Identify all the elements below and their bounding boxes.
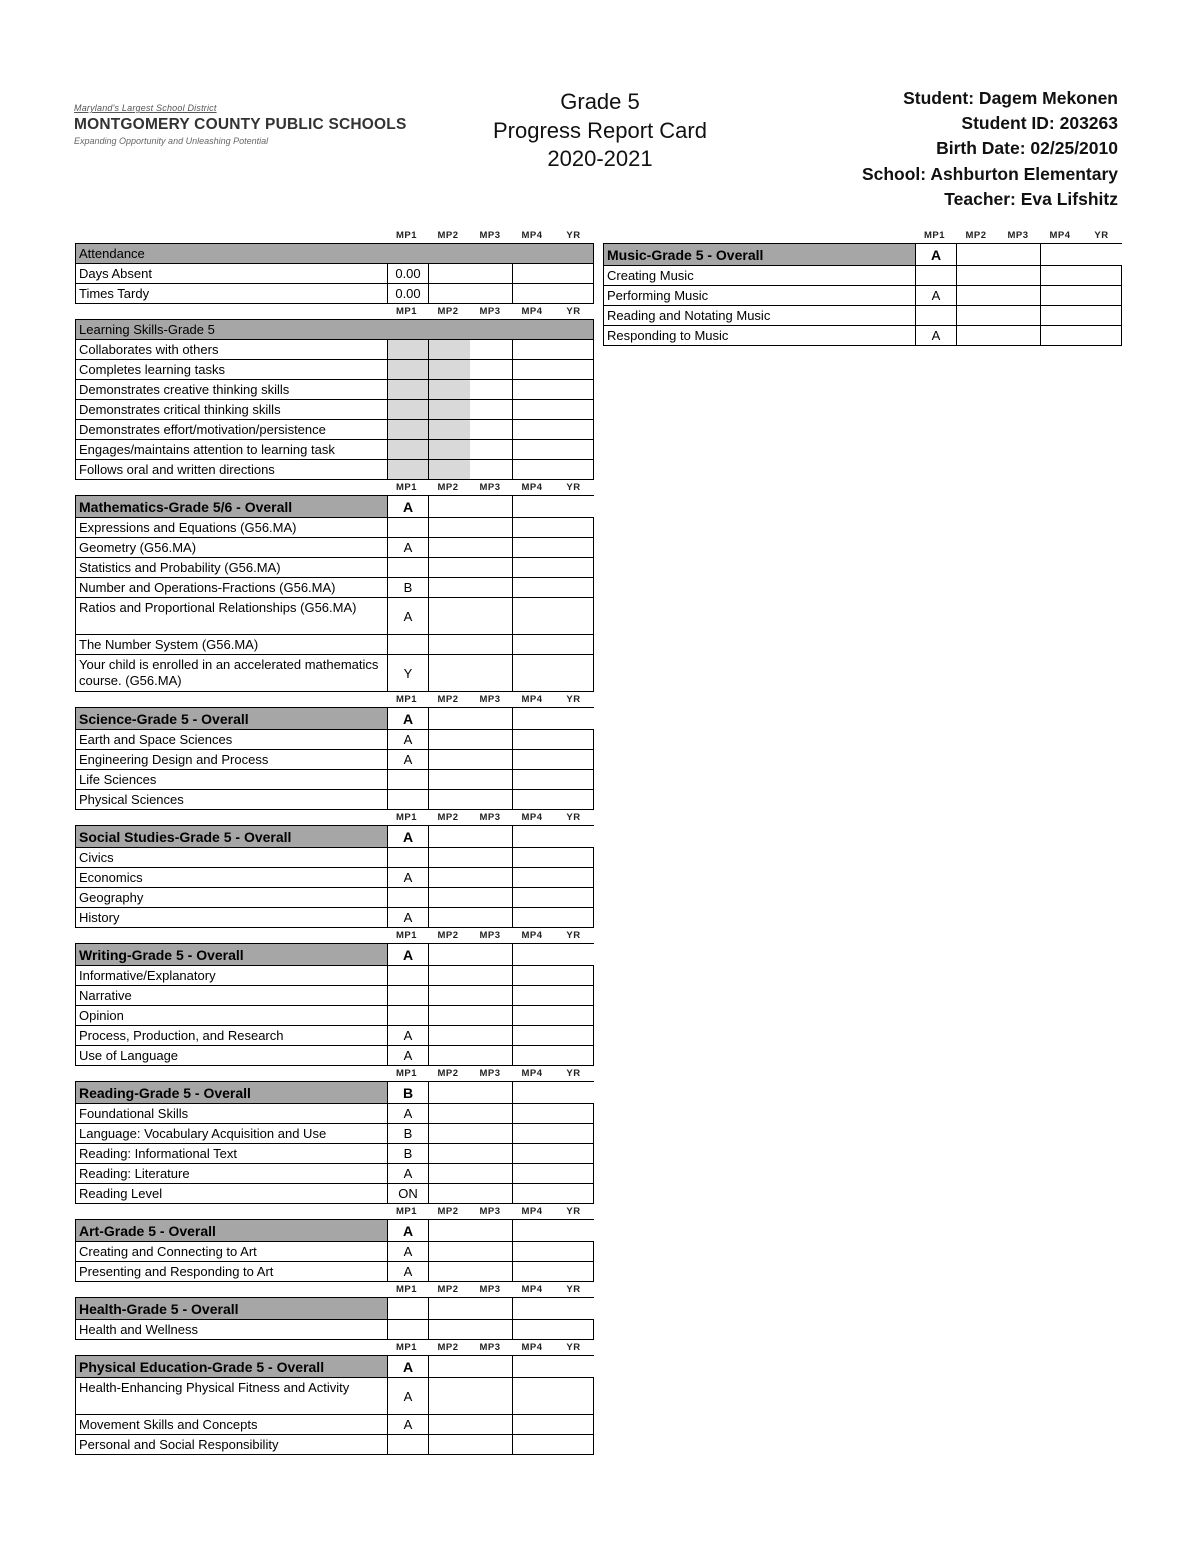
mp-header: MP1 MP2 MP3 MP4 YR bbox=[395, 482, 581, 493]
school-name: School: Ashburton Elementary bbox=[861, 163, 1118, 184]
art-table bbox=[75, 1219, 594, 1282]
teacher-name: Teacher: Eva Lifshitz bbox=[944, 188, 1118, 209]
district-tagline: Maryland's Largest School District bbox=[74, 103, 217, 113]
table-row: Earth and Space Sciences A bbox=[76, 729, 593, 749]
table-row: Follows oral and written directions bbox=[76, 459, 593, 479]
table-row: Responding to Music A bbox=[604, 325, 1121, 345]
table-row: Engineering Design and Process A bbox=[76, 749, 593, 769]
title-year: 2020-2021 bbox=[547, 146, 653, 171]
student-name: Student: Dagem Mekonen bbox=[903, 88, 1118, 108]
overall-grade: A bbox=[387, 1356, 428, 1377]
table-row: Presenting and Responding to Art A bbox=[76, 1261, 593, 1281]
table-row: Reading: Literature A bbox=[76, 1163, 593, 1183]
section-title: Science-Grade 5 - Overall bbox=[79, 710, 249, 727]
district-name: MONTGOMERY COUNTY PUBLIC SCHOOLS bbox=[74, 116, 407, 133]
table-row: Health and Wellness bbox=[76, 1319, 593, 1339]
table-row: Creating and Connecting to Art A bbox=[76, 1241, 593, 1261]
table-row: Foundational Skills A bbox=[76, 1103, 593, 1123]
mp1-value: 0.00 bbox=[387, 264, 428, 283]
district-logo bbox=[74, 103, 407, 146]
overall-grade: A bbox=[387, 708, 428, 729]
section-title: Learning Skills-Grade 5 bbox=[79, 322, 215, 337]
section-title: Health-Grade 5 - Overall bbox=[79, 1300, 239, 1317]
table-row: Personal and Social Responsibility bbox=[76, 1434, 593, 1454]
mp-header: MP1 MP2 MP3 MP4 YR bbox=[395, 694, 581, 705]
mp1-label: MP1 bbox=[395, 230, 418, 241]
district-motto: Expanding Opportunity and Unleashing Potential bbox=[74, 136, 269, 146]
learning-skills-table bbox=[75, 319, 594, 480]
table-row: Ratios and Proportional Relationships (G56.MA) A bbox=[76, 597, 593, 634]
overall-grade: A bbox=[387, 826, 428, 847]
table-row: Use of Language A bbox=[76, 1045, 593, 1065]
music-table bbox=[603, 243, 1122, 346]
table-row: History A bbox=[76, 907, 593, 927]
row-label: Times Tardy bbox=[79, 286, 150, 301]
table-row: Health-Enhancing Physical Fitness and Activity A bbox=[76, 1377, 593, 1414]
table-row bbox=[76, 283, 593, 303]
table-row: Economics A bbox=[76, 867, 593, 887]
table-row: Reading and Notating Music bbox=[604, 305, 1121, 325]
learning-skills-header bbox=[76, 320, 593, 339]
mp-header: MP1 MP2 MP3 MP4 YR bbox=[395, 1068, 581, 1079]
mp2-label: MP2 bbox=[437, 230, 459, 241]
section-title: Attendance bbox=[79, 246, 145, 261]
mp-header: MP1 MP2 MP3 MP4 YR bbox=[395, 306, 581, 317]
table-row: Expressions and Equations (G56.MA) bbox=[76, 517, 593, 537]
title-grade: Grade 5 bbox=[560, 89, 640, 114]
physical-education-header bbox=[76, 1356, 593, 1377]
health-table bbox=[75, 1297, 594, 1340]
table-row: Collaborates with others bbox=[76, 339, 593, 359]
table-row: Statistics and Probability (G56.MA) bbox=[76, 557, 593, 577]
physical-education-table bbox=[75, 1355, 594, 1455]
table-row: Performing Music A bbox=[604, 285, 1121, 305]
table-row: Civics bbox=[76, 847, 593, 867]
mathematics-table bbox=[75, 495, 594, 692]
mp4-label: MP4 bbox=[521, 230, 543, 241]
table-row: Language: Vocabulary Acquisition and Use B bbox=[76, 1123, 593, 1143]
section-title: Writing-Grade 5 - Overall bbox=[79, 946, 244, 963]
attendance-table bbox=[75, 243, 594, 304]
social-studies-table bbox=[75, 825, 594, 928]
birth-date: Birth Date: 02/25/2010 bbox=[936, 138, 1118, 159]
section-title: Art-Grade 5 - Overall bbox=[79, 1222, 216, 1239]
table-row: Narrative bbox=[76, 985, 593, 1005]
table-row: Movement Skills and Concepts A bbox=[76, 1414, 593, 1434]
title-report: Progress Report Card bbox=[493, 117, 707, 143]
overall-grade: A bbox=[387, 944, 428, 965]
table-row: Informative/Explanatory bbox=[76, 965, 593, 985]
table-row: Creating Music bbox=[604, 265, 1121, 285]
student-info bbox=[862, 86, 1118, 212]
table-row: Your child is enrolled in an accelerated mathematics course. (G56.MA) Y bbox=[76, 654, 593, 691]
mp-header: MP1 MP2 MP3 MP4 YR bbox=[395, 1342, 581, 1353]
section-title: Music-Grade 5 - Overall bbox=[607, 246, 764, 263]
writing-table bbox=[75, 943, 594, 1066]
attendance-header bbox=[76, 244, 593, 263]
mp-header: MP1 MP2 MP3 MP4 YR bbox=[395, 1284, 581, 1295]
right-column bbox=[603, 228, 1122, 346]
overall-grade: A bbox=[387, 1220, 428, 1241]
student-id: Student ID: 203263 bbox=[961, 113, 1118, 134]
reading-table bbox=[75, 1081, 594, 1204]
reading-header bbox=[76, 1082, 593, 1103]
science-header bbox=[76, 708, 593, 729]
table-row bbox=[76, 263, 593, 283]
overall-grade: A bbox=[915, 244, 956, 265]
table-row: Demonstrates effort/motivation/persistence bbox=[76, 419, 593, 439]
row-label: Days Absent bbox=[79, 266, 152, 281]
table-row: The Number System (G56.MA) bbox=[76, 634, 593, 654]
health-header bbox=[76, 1298, 593, 1319]
mp-header: MP1 MP2 MP3 MP4 YR bbox=[395, 1206, 581, 1217]
overall-grade: B bbox=[387, 1082, 428, 1103]
table-row: Reading: Informational Text B bbox=[76, 1143, 593, 1163]
table-row: Opinion bbox=[76, 1005, 593, 1025]
report-title bbox=[460, 88, 740, 174]
table-row: Geography bbox=[76, 887, 593, 907]
mp-header: MP1 MP2 MP3 MP4 YR bbox=[395, 930, 581, 941]
yr-label: YR bbox=[566, 230, 581, 241]
art-header bbox=[76, 1220, 593, 1241]
overall-grade: A bbox=[387, 496, 428, 517]
social-studies-header bbox=[76, 826, 593, 847]
mp-header bbox=[75, 228, 594, 243]
table-row: Reading Level ON bbox=[76, 1183, 593, 1203]
table-row: Number and Operations-Fractions (G56.MA) B bbox=[76, 577, 593, 597]
table-row: Life Sciences bbox=[76, 769, 593, 789]
writing-header bbox=[76, 944, 593, 965]
mp-header: MP1 MP2 MP3 MP4 YR bbox=[923, 230, 1109, 241]
table-row: Completes learning tasks bbox=[76, 359, 593, 379]
section-title: Social Studies-Grade 5 - Overall bbox=[79, 828, 292, 845]
section-title: Mathematics-Grade 5/6 - Overall bbox=[79, 498, 293, 515]
music-header bbox=[604, 244, 1121, 265]
mp-header: MP1 MP2 MP3 MP4 YR bbox=[395, 812, 581, 823]
mp3-label: MP3 bbox=[479, 230, 501, 241]
table-row: Process, Production, and Research A bbox=[76, 1025, 593, 1045]
mathematics-header bbox=[76, 496, 593, 517]
science-table bbox=[75, 707, 594, 810]
overall-grade bbox=[387, 1298, 428, 1319]
section-title: Reading-Grade 5 - Overall bbox=[79, 1084, 251, 1101]
table-row: Engages/maintains attention to learning task bbox=[76, 439, 593, 459]
table-row: Demonstrates creative thinking skills bbox=[76, 379, 593, 399]
table-row: Geometry (G56.MA) A bbox=[76, 537, 593, 557]
section-title: Physical Education-Grade 5 - Overall bbox=[79, 1358, 325, 1375]
mp1-value: 0.00 bbox=[387, 284, 428, 303]
table-row: Demonstrates critical thinking skills bbox=[76, 399, 593, 419]
left-column bbox=[75, 228, 594, 1455]
table-row: Physical Sciences bbox=[76, 789, 593, 809]
